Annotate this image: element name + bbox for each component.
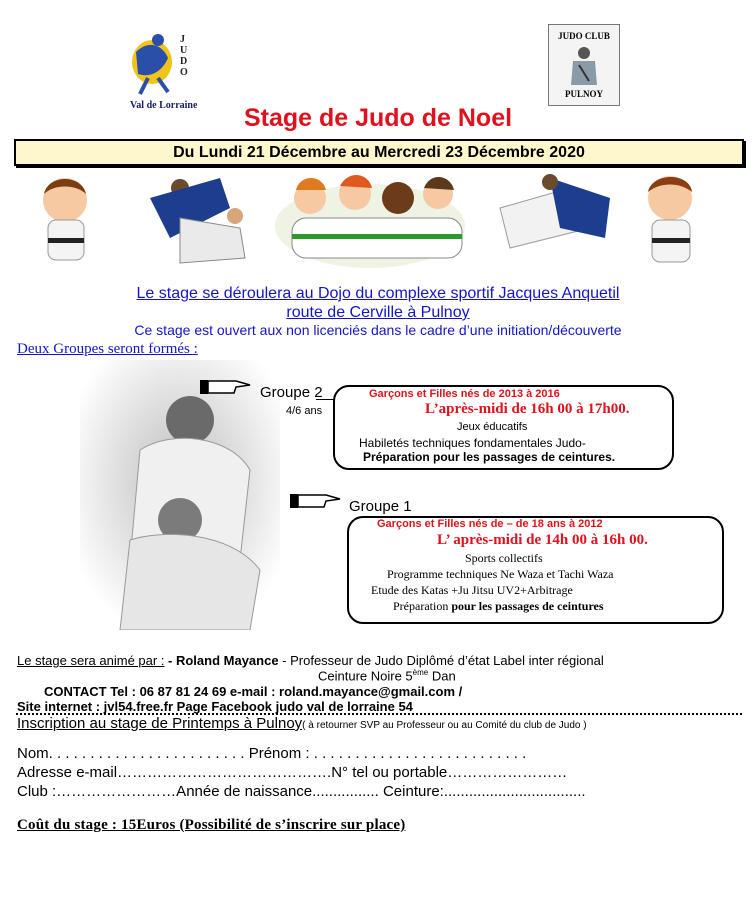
staff-prefix: Le stage sera animé par : xyxy=(17,653,165,668)
belt-line: Ceinture Noire 5ème Dan xyxy=(318,668,456,684)
svg-text:Val de Lorraine: Val de Lorraine xyxy=(130,100,198,111)
groups-heading: Deux Groupes seront formés : xyxy=(17,341,198,357)
group-1-box xyxy=(347,516,724,624)
group-2-time: L’après-midi de 16h 00 à 17h00. xyxy=(425,401,630,417)
group-2-age: 4/6 ans xyxy=(286,405,323,417)
form-email-field[interactable]: Adresse e-mail…………………………………….N° tel ou portable…………………… xyxy=(17,764,568,781)
pointing-hand-icon xyxy=(290,490,342,512)
cost-line: Coût du stage : 15Euros (Possibilité de s’inscrire sur place) xyxy=(17,817,406,833)
group-2-label: Groupe 2 xyxy=(260,384,323,401)
group-1-item-3: Etude des Katas +Ju Jitsu UV2+Arbitrage xyxy=(371,583,573,597)
group-1-item-2: Programme techniques Ne Waza et Tachi Waza xyxy=(387,567,614,581)
group-1-item-4: Préparation pour les passages de ceintures xyxy=(393,599,604,613)
date-banner: Du Lundi 21 Décembre au Mercredi 23 Décembre 2020 xyxy=(14,139,744,166)
group-2-item-1: Jeux éducatifs xyxy=(457,421,528,433)
group-2-born: Garçons et Filles nés de 2013 à 2016 xyxy=(369,388,560,400)
open-to-all-line: Ce stage est ouvert aux non licenciés dans le cadre d’une initiation/découverte xyxy=(134,322,622,338)
form-club-field[interactable]: Club :……………………Année de naissance................ Ceinture:.................................. xyxy=(17,783,586,800)
svg-text:D: D xyxy=(180,56,188,67)
group-1-item-1: Sports collectifs xyxy=(465,551,543,565)
location-line-1: Le stage se déroulera au Dojo du complexe sportif Jacques Anquetil xyxy=(136,285,620,302)
location-line-2: route de Cerville à Pulnoy xyxy=(286,304,470,321)
judo-illustrations xyxy=(30,168,730,276)
judo-club-pulnoy-logo xyxy=(548,24,620,106)
staff-name: - Roland Mayance xyxy=(164,653,279,668)
group-2-item-3: Préparation pour les passages de ceintures. xyxy=(363,450,616,464)
logo-text-top: JUDO CLUB xyxy=(558,31,610,41)
group-1-time: L’ après-midi de 14h 00 à 16h 00. xyxy=(437,532,648,548)
page-title: Stage de Judo de Noel xyxy=(243,104,513,132)
group-2-box xyxy=(333,385,674,470)
form-name-field[interactable]: Nom. . . . . . . . . . . . . . . . . . . . . . . . Prénom : . . . . . . . . . . . . . . . . . . . . . . . . . . xyxy=(17,745,527,762)
logo-text-bottom: PULNOY xyxy=(565,89,603,99)
svg-text:U: U xyxy=(180,45,188,56)
form-heading: Inscription au stage de Printemps à Pulnoy( à retourner SVP au Professeur ou au Comité du club de Judo ) xyxy=(17,715,587,732)
svg-text:J: J xyxy=(180,34,185,45)
website-line: Site internet : jvl54.free.fr Page Facebook judo val de lorraine 54 xyxy=(17,699,413,714)
svg-text:O: O xyxy=(180,67,188,78)
group-1-label: Groupe 1 xyxy=(349,498,412,515)
contact-line: CONTACT Tel : 06 87 81 24 69 e-mail : roland.mayance@gmail.com / xyxy=(44,684,463,699)
staff-line xyxy=(17,653,604,668)
pointing-hand-icon xyxy=(200,376,252,398)
group-1-born: Garçons et Filles nés de – de 18 ans à 2012 xyxy=(377,518,603,530)
judo-val-de-lorraine-logo xyxy=(128,22,198,114)
group-2-item-2: Habiletés techniques fondamentales Judo- xyxy=(359,436,586,450)
staff-desc: - Professeur de Judo Diplômé d’état Label inter régional xyxy=(278,653,604,668)
judo-photo xyxy=(80,360,280,630)
